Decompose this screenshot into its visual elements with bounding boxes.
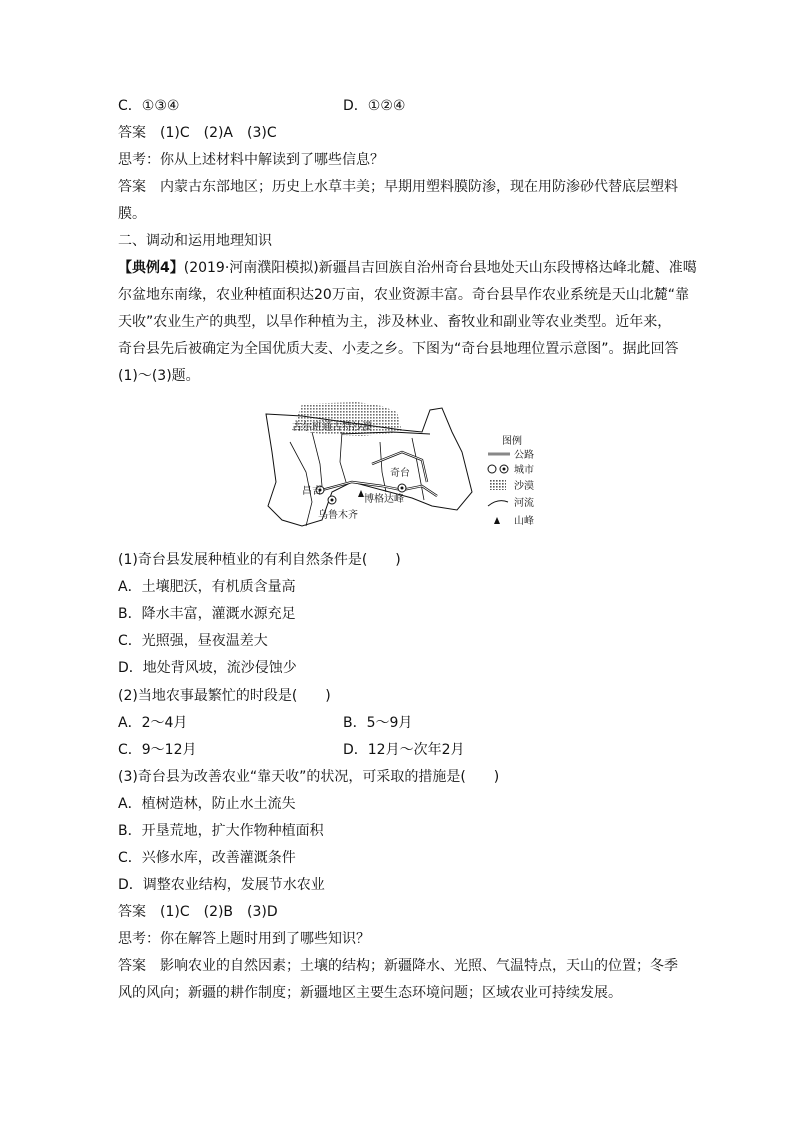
option-c-prev: C．①③④ (118, 98, 180, 114)
q1-option-c: C．光照强，昼夜温差大 (118, 633, 268, 649)
think-question: 思考：你在解答上题时用到了哪些知识？ (118, 931, 370, 947)
legend-river-icon (488, 501, 508, 506)
think-answer-line1: 答案 影响农业的自然因素；土壤的结构；新疆降水、光照、气温特点，天山的位置；冬季 (118, 958, 678, 974)
section-title: 二、调动和运用地理知识 (118, 233, 272, 249)
think-answer-line2: 风的风向；新疆的耕作制度；新疆地区主要生态环境问题；区域农业可持续发展。 (118, 985, 622, 1001)
example-line1-text: (2019·河南濮阳模拟)新疆昌吉回族自治州奇台县地处天山东段博格达峰北麓、准噶 (183, 260, 697, 276)
qitai-location-map (262, 402, 552, 532)
legend-river: 河流 (514, 498, 534, 509)
river-1 (290, 442, 312, 526)
legend-city: 城市 (514, 465, 534, 476)
think-answer-prev-line2: 膜。 (118, 206, 146, 222)
question-1: (1)奇台县发展种植业的有利自然条件是( ) (118, 552, 401, 568)
example-line5: (1)～(3)题。 (118, 368, 200, 384)
q1-option-a: A．土壤肥沃，有机质含量高 (118, 579, 296, 595)
q3-option-c: C．兴修水库，改善灌溉条件 (118, 850, 296, 866)
q2-option-d: D．12月～次年2月 (343, 742, 465, 758)
example-tag: 【典例4】 (118, 260, 184, 276)
think-answer-prev-line1: 答案 内蒙古东部地区；历史上水草丰美；早期用塑料膜防渗，现在用防渗砂代替底层塑料 (118, 179, 678, 195)
qitai-label: 奇台 (390, 468, 410, 479)
changji-label: 昌吉 (302, 486, 322, 497)
legend-road: 公路 (514, 450, 534, 461)
county-boundary-2 (412, 438, 424, 500)
river-2 (312, 432, 322, 486)
county-boundary (340, 432, 346, 482)
think-question-prev: 思考：你从上述材料中解读到了哪些信息？ (118, 152, 384, 168)
urumqi-label: 乌鲁木齐 (318, 510, 358, 521)
answer-prev: 答案 (1)C (2)A (3)C (118, 125, 277, 141)
legend-peak: 山峰 (514, 516, 534, 527)
map-legend (488, 434, 534, 527)
example-line3: 天收”农业生产的典型，以旱作种植为主，涉及林业、畜牧业和副业等农业类型。近年来， (118, 314, 672, 330)
question-2: (2)当地农事最繁忙的时段是( ) (118, 688, 331, 704)
q1-option-b: B．降水丰富，灌溉水源充足 (118, 606, 296, 622)
legend-city-icon (488, 465, 496, 473)
river-3 (380, 442, 386, 492)
q2-option-c: C．9～12月 (118, 742, 197, 758)
q3-option-b: B．开垦荒地，扩大作物种植面积 (118, 823, 324, 839)
q1-option-d: D．地处背风坡，流沙侵蚀少 (118, 660, 297, 676)
example-line1 (118, 258, 697, 278)
legend-peak-icon (494, 517, 500, 524)
q2-option-b: B．5～9月 (343, 715, 413, 731)
legend-desert: 沙漠 (514, 481, 534, 492)
question-3: (3)奇台县为改善农业“靠天收”的状况，可采取的措施是( ) (118, 769, 500, 785)
q3-option-a: A．植树造林，防止水土流失 (118, 796, 296, 812)
q3-option-d: D．调整农业结构，发展节水农业 (118, 877, 325, 893)
example-line4: 奇台县先后被确定为全国优质大麦、小麦之乡。下图为“奇台县地理位置示意图”。据此回答 (118, 341, 679, 357)
answer: 答案 (1)C (2)B (3)D (118, 904, 278, 920)
legend-title: 图例 (502, 436, 522, 447)
q2-option-a: A．2～4月 (118, 715, 188, 731)
option-d-prev: D．①②④ (343, 98, 406, 114)
legend-desert-icon (490, 480, 506, 490)
example-line2: 尔盆地东南缘，农业种植面积达20万亩，农业资源丰富。奇台县旱作农业系统是天山北麓“靠 (118, 287, 690, 303)
bogda-label: 博格达峰 (364, 494, 404, 505)
desert-label: 古尔班通古特沙漠 (292, 422, 372, 433)
